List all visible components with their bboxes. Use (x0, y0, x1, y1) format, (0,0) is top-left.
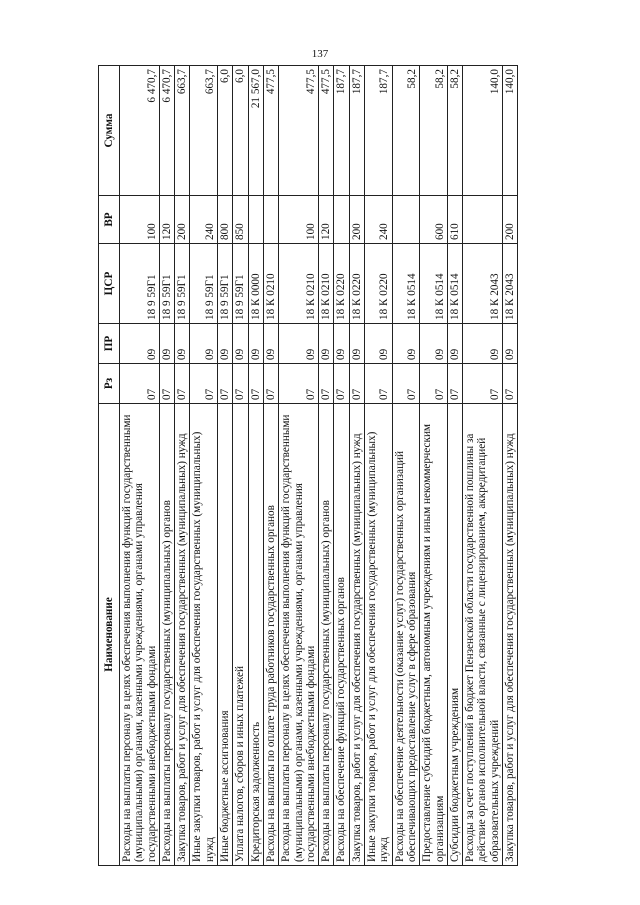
cell-sum: 6,0 (233, 66, 248, 196)
cell-sum: 58,2 (392, 66, 420, 196)
cell-pr: 09 (248, 324, 263, 364)
cell-rz: 07 (392, 364, 420, 404)
cell-name: Субсидии бюджетным учреждениям (447, 404, 462, 866)
table-row (190, 66, 218, 866)
cell-csr: 18 К 0514 (447, 244, 462, 324)
table-body (120, 66, 518, 866)
cell-sum: 477,5 (263, 66, 278, 196)
cell-name: Закупка товаров, работ и услуг для обеспечения государственных (муниципальных) нужд (349, 404, 364, 866)
cell-pr: 09 (218, 324, 233, 364)
cell-vr: 850 (233, 196, 248, 244)
cell-pr: 09 (233, 324, 248, 364)
cell-csr: 18 9 59Г1 (218, 244, 233, 324)
cell-name: Закупка товаров, работ и услуг для обеспечения государственных (муниципальных) нужд (503, 404, 518, 866)
cell-sum: 140,0 (503, 66, 518, 196)
cell-vr (463, 196, 503, 244)
cell-vr (392, 196, 420, 244)
cell-vr: 100 (120, 196, 160, 244)
cell-rz: 07 (248, 364, 263, 404)
cell-name: Иные закупки товаров, работ и услуг для обеспечения государственных (муниципальных) нужд (190, 404, 218, 866)
header-pr: ПР (99, 324, 120, 364)
cell-sum: 58,2 (420, 66, 448, 196)
cell-pr: 09 (319, 324, 334, 364)
cell-vr: 610 (447, 196, 462, 244)
cell-sum: 187,7 (349, 66, 364, 196)
cell-pr: 09 (365, 324, 393, 364)
cell-rz: 07 (279, 364, 319, 404)
cell-name: Иные бюджетные ассигнования (218, 404, 233, 866)
cell-sum: 187,7 (365, 66, 393, 196)
cell-vr: 800 (218, 196, 233, 244)
table-row (392, 66, 420, 866)
table-row (334, 66, 349, 866)
table-row (233, 66, 248, 866)
table-header-row (99, 66, 120, 866)
cell-sum: 663,7 (190, 66, 218, 196)
cell-vr: 200 (175, 196, 190, 244)
cell-rz: 07 (463, 364, 503, 404)
cell-vr (334, 196, 349, 244)
cell-pr: 09 (392, 324, 420, 364)
cell-csr: 18 9 59Г1 (233, 244, 248, 324)
cell-name: Расходы на выплаты по оплате труда работников государственных органов (263, 404, 278, 866)
cell-vr: 200 (503, 196, 518, 244)
cell-pr: 09 (159, 324, 174, 364)
cell-sum: 6 470,7 (120, 66, 160, 196)
cell-sum: 477,5 (279, 66, 319, 196)
cell-vr: 120 (319, 196, 334, 244)
cell-name: Расходы на выплаты персоналу в целях обеспечения выполнения функций государственными (муниципальными) органами, казенными учреждениями, органами управления государственными внебюджетными фондами (120, 404, 160, 866)
cell-rz: 07 (334, 364, 349, 404)
cell-rz: 07 (120, 364, 160, 404)
cell-pr: 09 (420, 324, 448, 364)
cell-name: Расходы на выплаты персоналу государственных (муниципальных) органов (159, 404, 174, 866)
table-row (319, 66, 334, 866)
cell-rz: 07 (447, 364, 462, 404)
cell-csr: 18 К 0000 (248, 244, 263, 324)
cell-pr: 09 (463, 324, 503, 364)
cell-csr: 18 К 2043 (463, 244, 503, 324)
cell-vr: 240 (365, 196, 393, 244)
table-row (248, 66, 263, 866)
cell-csr: 18 9 59Г1 (159, 244, 174, 324)
cell-rz: 07 (159, 364, 174, 404)
table-row (159, 66, 174, 866)
cell-csr: 18 9 59Г1 (175, 244, 190, 324)
cell-csr: 18 К 0220 (365, 244, 393, 324)
cell-rz: 07 (175, 364, 190, 404)
cell-vr: 600 (420, 196, 448, 244)
cell-rz: 07 (420, 364, 448, 404)
cell-vr: 200 (349, 196, 364, 244)
cell-name: Расходы на обеспечение деятельности (оказание услуг) государственных организаций обеспечивающих предоставление услуг в сфере образования (392, 404, 420, 866)
cell-sum: 187,7 (334, 66, 349, 196)
cell-csr: 18 К 0514 (392, 244, 420, 324)
cell-vr: 100 (279, 196, 319, 244)
cell-csr: 18 9 59Г1 (190, 244, 218, 324)
cell-vr: 120 (159, 196, 174, 244)
cell-sum: 58,2 (447, 66, 462, 196)
header-name: Наименование (99, 404, 120, 866)
cell-pr: 09 (279, 324, 319, 364)
cell-vr (263, 196, 278, 244)
table-row (463, 66, 503, 866)
cell-csr: 18 К 0220 (334, 244, 349, 324)
cell-rz: 07 (503, 364, 518, 404)
cell-pr: 09 (175, 324, 190, 364)
table-row (279, 66, 319, 866)
cell-pr: 09 (190, 324, 218, 364)
cell-name: Расходы на выплаты персоналу в целях обеспечения выполнения функций государственными (муниципальными) органами, казенными учреждениями, органами управления государственными внебюджетными фондами (279, 404, 319, 866)
page-number: 137 (311, 48, 329, 60)
cell-rz: 07 (218, 364, 233, 404)
cell-csr: 18 К 0210 (319, 244, 334, 324)
cell-csr: 18 К 0210 (279, 244, 319, 324)
header-vr: ВР (99, 196, 120, 244)
cell-name: Расходы за счет поступлений в бюджет Пензенской области государственной пошлины за действие органов исполнительной власти, связанные с лицензированием, аккредитацией образовательных учреждений (463, 404, 503, 866)
cell-pr: 09 (263, 324, 278, 364)
header-sum: Сумма (99, 66, 120, 196)
cell-rz: 07 (319, 364, 334, 404)
cell-sum: 6 470,7 (159, 66, 174, 196)
header-csr: ЦСР (99, 244, 120, 324)
cell-pr: 09 (120, 324, 160, 364)
cell-name: Предоставление субсидий бюджетным, автономным учреждениям и иным некоммерческим организациям (420, 404, 448, 866)
table-row (503, 66, 518, 866)
cell-name: Кредиторская задолженность (248, 404, 263, 866)
table-row (447, 66, 462, 866)
cell-name: Закупка товаров, работ и услуг для обеспечения государственных (муниципальных) нужд (175, 404, 190, 866)
cell-pr: 09 (447, 324, 462, 364)
cell-rz: 07 (365, 364, 393, 404)
cell-sum: 663,7 (175, 66, 190, 196)
header-rz: Рз (99, 364, 120, 404)
table-row (263, 66, 278, 866)
cell-rz: 07 (190, 364, 218, 404)
cell-rz: 07 (233, 364, 248, 404)
cell-sum: 21 567,0 (248, 66, 263, 196)
rotated-table-container (98, 66, 552, 866)
cell-vr (248, 196, 263, 244)
cell-rz: 07 (263, 364, 278, 404)
table-row (218, 66, 233, 866)
cell-pr: 09 (349, 324, 364, 364)
cell-sum: 477,5 (319, 66, 334, 196)
budget-table (98, 65, 518, 866)
table-row (120, 66, 160, 866)
table-row (349, 66, 364, 866)
cell-name: Иные закупки товаров, работ и услуг для обеспечения государственных (муниципальных) нужд (365, 404, 393, 866)
cell-sum: 6,0 (218, 66, 233, 196)
cell-csr: 18 К 0514 (420, 244, 448, 324)
cell-name: Расходы на выплаты персоналу государственных (муниципальных) органов (319, 404, 334, 866)
cell-csr: 18 К 0220 (349, 244, 364, 324)
table-row (420, 66, 448, 866)
cell-csr: 18 К 2043 (503, 244, 518, 324)
cell-name: Расходы на обеспечение функций государственных органов (334, 404, 349, 866)
cell-csr: 18 К 0210 (263, 244, 278, 324)
cell-vr: 240 (190, 196, 218, 244)
cell-pr: 09 (503, 324, 518, 364)
cell-sum: 140,0 (463, 66, 503, 196)
table-row (365, 66, 393, 866)
cell-rz: 07 (349, 364, 364, 404)
cell-csr: 18 9 59Г1 (120, 244, 160, 324)
cell-pr: 09 (334, 324, 349, 364)
table-row (175, 66, 190, 866)
cell-name: Уплата налогов, сборов и иных платежей (233, 404, 248, 866)
